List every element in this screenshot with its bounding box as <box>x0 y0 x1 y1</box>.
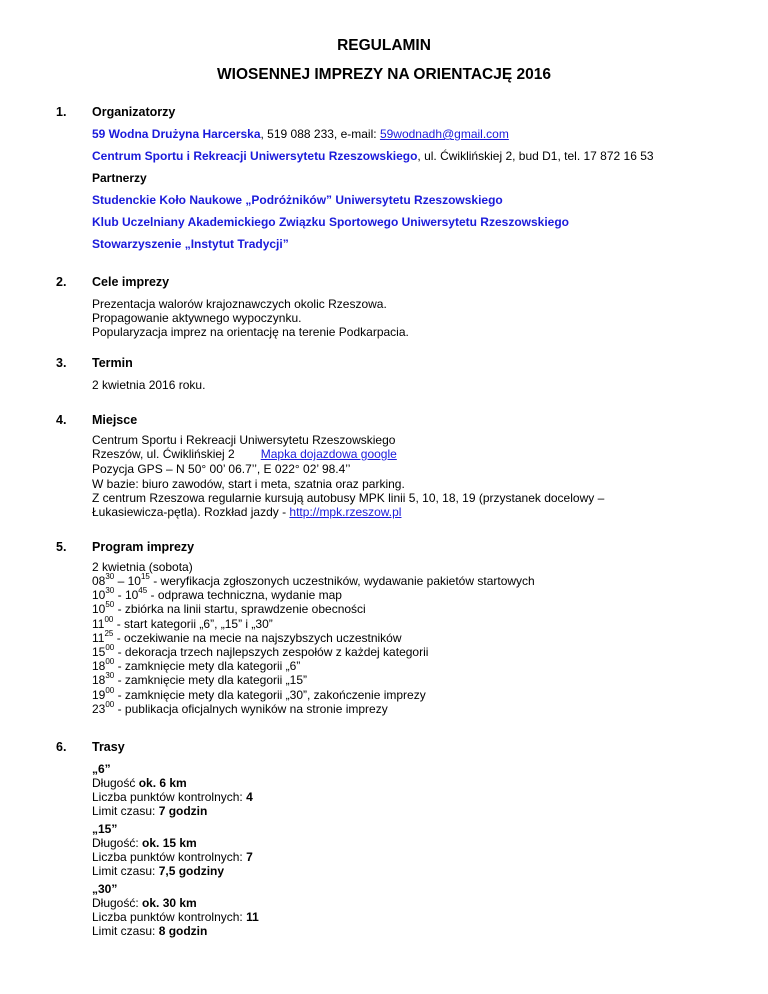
time-hour: 08 <box>92 574 106 588</box>
route-time-line <box>92 804 207 818</box>
time-hour: 23 <box>92 701 106 716</box>
document-subtitle: WIOSENNEJ IMPREZY NA ORIENTACJĘ 2016 <box>217 66 551 83</box>
section-heading-goals: Cele imprezy <box>92 275 170 289</box>
time-hour: 18 <box>92 673 106 688</box>
section-heading-organizers: Organizatorzy <box>92 105 176 119</box>
route-checkpoints-line <box>92 790 253 804</box>
program-item-text: - odprawa techniczna, wydanie map <box>147 588 342 603</box>
route-length: ok. 6 km <box>138 776 187 790</box>
goal-line: Propagowanie aktywnego wypoczynku. <box>92 311 302 325</box>
partner-name: Stowarzyszenie „Instytut Tradycji” <box>92 237 289 251</box>
bus-schedule-link[interactable]: http://mpk.rzeszow.pl <box>289 505 402 519</box>
route-length-label: Długość: <box>92 896 143 910</box>
route-length-label: Długość <box>92 776 139 790</box>
time-minute: 30 <box>105 586 115 596</box>
bus-info: Z centrum Rzeszowa regularnie kursują autobusy MPK linii 5, 10, 18, 19 (przystanek docelowy – <box>92 491 605 505</box>
route-header <box>92 822 117 836</box>
route-checkpoints: 4 <box>246 790 253 804</box>
program-item-text: - zamknięcie mety dla kategorii „15” <box>114 673 308 688</box>
time-minute: 30 <box>105 572 115 581</box>
time-minute: 00 <box>105 643 115 652</box>
place-address: Rzeszów, ul. Ćwiklińskiej 2 <box>92 447 235 461</box>
route-time-limit: 7,5 godziny <box>158 864 225 878</box>
route-time-label: Limit czasu: <box>92 864 159 878</box>
time-hour: 15 <box>92 645 106 659</box>
section-number: 2. <box>56 275 67 289</box>
time-minute: 00 <box>105 699 115 709</box>
time-hour: 10 <box>124 588 139 603</box>
route-header <box>92 882 117 896</box>
time-hour: 11 <box>92 630 105 645</box>
time-hour: 10 <box>92 588 106 603</box>
bus-info-text: Łukasiewicza-pętla). Rozkład jazdy - <box>92 505 290 519</box>
program-item <box>92 699 388 716</box>
section-heading-routes: Trasy <box>92 740 125 754</box>
route-time-label: Limit czasu: <box>92 924 159 938</box>
route-checkpoints-line <box>92 850 253 864</box>
program-item <box>92 588 342 602</box>
map-link[interactable]: Mapka dojazdowa google <box>260 447 397 461</box>
program-item <box>92 602 366 616</box>
section-number: 4. <box>56 413 67 427</box>
route-checkpoints-label: Liczba punktów kontrolnych: <box>92 790 247 804</box>
organizer-contact: , 519 088 233, e-mail: <box>260 127 380 141</box>
program-item <box>92 614 273 631</box>
program-item-text: - start kategorii „6”, „15” i „30” <box>113 616 273 631</box>
time-minute: 50 <box>105 600 115 610</box>
route-length-line <box>92 896 197 910</box>
program-item <box>92 685 426 702</box>
organizer-name: Centrum Sportu i Rekreacji Uniwersytetu Rzeszowskiego <box>92 149 418 163</box>
time-minute: 00 <box>104 614 114 624</box>
organizer-line <box>92 127 509 141</box>
section-heading-date: Termin <box>92 356 133 370</box>
section-number: 3. <box>56 356 67 370</box>
program-day: 2 kwietnia (sobota) <box>92 560 193 574</box>
email-link[interactable]: 59wodnadh@gmail.com <box>379 127 509 141</box>
section-number: 1. <box>56 105 67 119</box>
route-header <box>92 762 111 776</box>
program-item-text: - weryfikacja zgłoszonych uczestników, wydawanie pakietów startowych <box>149 574 535 588</box>
organizer-line <box>92 149 654 163</box>
base-info: W bazie: biuro zawodów, start i meta, szatnia oraz parking. <box>92 477 405 491</box>
route-time-line <box>92 924 207 938</box>
program-item-text: - zbiórka na linii startu, sprawdzenie obecności <box>114 602 366 617</box>
goal-line: Popularyzacja imprez na orientację na terenie Podkarpacia. <box>92 325 409 339</box>
program-item <box>92 659 300 673</box>
bus-info <box>92 505 401 519</box>
program-item <box>92 628 402 645</box>
program-item-text: - publikacja oficjalnych wyników na stronie imprezy <box>114 701 388 716</box>
program-item-text: - zamknięcie mety dla kategorii „6” <box>114 659 301 674</box>
gps-position: Pozycja GPS – N 50° 00’ 06.7’’, E 022° 02’ 98.4’’ <box>92 462 351 476</box>
event-date: 2 kwietnia 2016 roku. <box>92 378 206 392</box>
time-minute: 00 <box>105 685 115 695</box>
route-checkpoints-line <box>92 910 259 924</box>
route-length: ok. 30 km <box>142 896 197 910</box>
route-checkpoints-label: Liczba punktów kontrolnych: <box>92 910 247 924</box>
time-separator: – <box>114 574 128 588</box>
section-heading-program: Program imprezy <box>92 540 195 554</box>
time-hour: 10 <box>127 574 141 588</box>
route-time-limit: 8 godzin <box>158 924 208 938</box>
place-line: Centrum Sportu i Rekreacji Uniwersytetu Rzeszowskiego <box>92 433 396 447</box>
partner-name: Klub Uczelniany Akademickiego Związku Sportowego Uniwersytetu Rzeszowskiego <box>92 215 569 229</box>
time-minute: 45 <box>138 586 148 596</box>
route-name: „30” <box>92 882 118 896</box>
section-number: 5. <box>56 540 67 554</box>
time-hour: 19 <box>92 687 106 702</box>
program-item <box>92 645 428 659</box>
program-item-text: - zamknięcie mety dla kategorii „30”, zakończenie imprezy <box>114 687 426 702</box>
time-hour: 18 <box>92 659 106 674</box>
time-minute: 30 <box>105 671 115 681</box>
goal-line: Prezentacja walorów krajoznawczych okolic Rzeszowa. <box>92 297 387 311</box>
route-name: „6” <box>92 762 111 776</box>
organizer-name: 59 Wodna Drużyna Harcerska <box>92 127 261 141</box>
section-heading-place: Miejsce <box>92 413 138 427</box>
time-hour: 10 <box>92 602 106 617</box>
route-checkpoints: 7 <box>246 850 253 864</box>
route-name: „15” <box>92 822 118 836</box>
section-number: 6. <box>56 740 67 754</box>
route-time-line <box>92 864 224 878</box>
route-time-label: Limit czasu: <box>92 804 159 818</box>
time-hour: 11 <box>92 616 105 631</box>
organizer-address: , ul. Ćwiklińskiej 2, bud D1, tel. 17 872 16 53 <box>417 149 654 163</box>
program-item <box>92 574 535 588</box>
partner-name: Studenckie Koło Naukowe „Podróżników” Uniwersytetu Rzeszowskiego <box>92 193 503 207</box>
place-line <box>92 447 397 461</box>
time-minute: 00 <box>105 657 115 667</box>
program-item-text: - oczekiwanie na mecie na najszybszych uczestników <box>113 630 402 645</box>
route-checkpoints: 11 <box>246 910 259 924</box>
route-length-label: Długość: <box>92 836 143 850</box>
partners-label: Partnerzy <box>92 171 147 185</box>
program-item-text: - dekoracja trzech najlepszych zespołów z każdej kategorii <box>114 645 429 659</box>
program-item <box>92 673 307 687</box>
time-separator: - <box>114 588 125 603</box>
route-length-line <box>92 776 187 790</box>
document-title: REGULAMIN <box>337 37 431 54</box>
route-length-line <box>92 836 197 850</box>
route-checkpoints-label: Liczba punktów kontrolnych: <box>92 850 247 864</box>
route-time-limit: 7 godzin <box>158 804 208 818</box>
time-minute: 25 <box>104 628 114 638</box>
time-minute: 15 <box>140 572 150 581</box>
route-length: ok. 15 km <box>142 836 197 850</box>
